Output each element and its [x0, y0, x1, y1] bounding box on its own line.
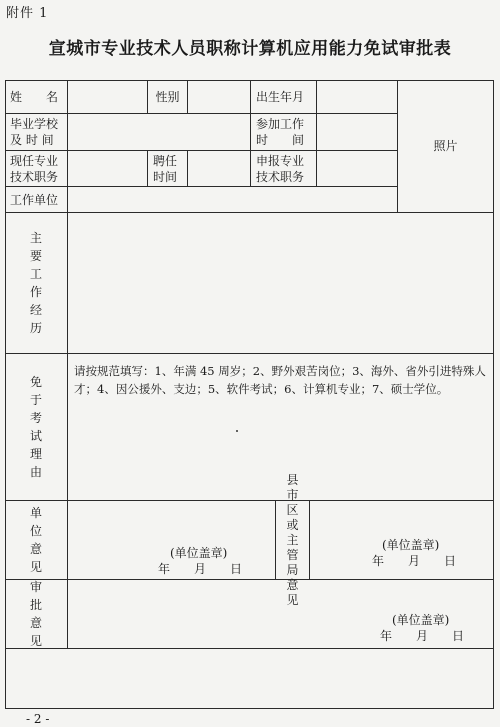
county-opinion-label: [276, 472, 310, 607]
birth-date-label: 出生年月: [251, 80, 317, 114]
work-experience-label: [5, 213, 68, 354]
work-start-field[interactable]: [317, 114, 398, 151]
current-title-label: 现任专业 技术职务: [5, 151, 68, 187]
graduation-school-field[interactable]: [68, 114, 251, 151]
work-start-label: 参加工作 时 间: [251, 114, 317, 151]
unit-opinion-label: [5, 501, 68, 580]
county-opinion-label-text: 县市区或主管局意见: [286, 472, 299, 607]
work-experience-field[interactable]: [68, 213, 494, 354]
attachment-label: 附件 1: [6, 6, 49, 21]
workplace-label: 工作单位: [5, 187, 68, 213]
approval-date-label: 年 月 日: [380, 629, 465, 643]
hire-time-field[interactable]: [188, 151, 251, 187]
hire-time-label: 聘任 时间: [148, 151, 188, 187]
unit-opinion-label-text: 单位意见: [29, 506, 42, 574]
exemption-reason-label-text: 免于考试理由: [29, 375, 42, 479]
approval-opinion-field[interactable]: [68, 580, 494, 649]
approval-opinion-label-text: 审批意见: [29, 580, 42, 648]
exemption-reason-instructions: 请按规范填写：1、年满 45 周岁；2、野外艰苦岗位；3、海外、省外引进特殊人才；4、因公援外、支边；5、软件考试；6、计算机专业；7、硕士学位。: [74, 364, 486, 396]
birth-date-field[interactable]: [317, 80, 398, 114]
stray-mark: [236, 430, 238, 432]
blank-bottom-area: [5, 649, 494, 709]
county-date-label: 年 月 日: [372, 554, 457, 568]
county-stamp-label: (单位盖章): [382, 538, 440, 552]
county-opinion-field[interactable]: [310, 501, 494, 580]
name-field[interactable]: [68, 80, 148, 114]
exemption-reason-label: [5, 354, 68, 501]
gender-field[interactable]: [188, 80, 251, 114]
exemption-reason-field[interactable]: [68, 354, 494, 501]
unit-opinion-field[interactable]: [68, 501, 276, 580]
name-label: 姓 名: [5, 80, 68, 114]
workplace-field[interactable]: [68, 187, 398, 213]
page-number: - 2 -: [26, 712, 50, 726]
photo-box[interactable]: [398, 80, 494, 213]
approval-stamp-label: (单位盖章): [392, 613, 450, 627]
approval-opinion-label: [5, 580, 68, 649]
photo-label: 照片: [433, 139, 458, 153]
apply-title-label: 申报专业 技术职务: [251, 151, 317, 187]
current-title-field[interactable]: [68, 151, 148, 187]
graduation-school-label: 毕业学校 及 时 间: [5, 114, 68, 151]
unit-date-label: 年 月 日: [158, 562, 243, 576]
unit-stamp-label: (单位盖章): [170, 546, 228, 560]
apply-title-field[interactable]: [317, 151, 398, 187]
form-title: 宣城市专业技术人员职称计算机应用能力免试审批表: [48, 39, 452, 59]
gender-label: 性别: [148, 80, 188, 114]
work-experience-label-text: 主要工作经历: [29, 231, 42, 335]
